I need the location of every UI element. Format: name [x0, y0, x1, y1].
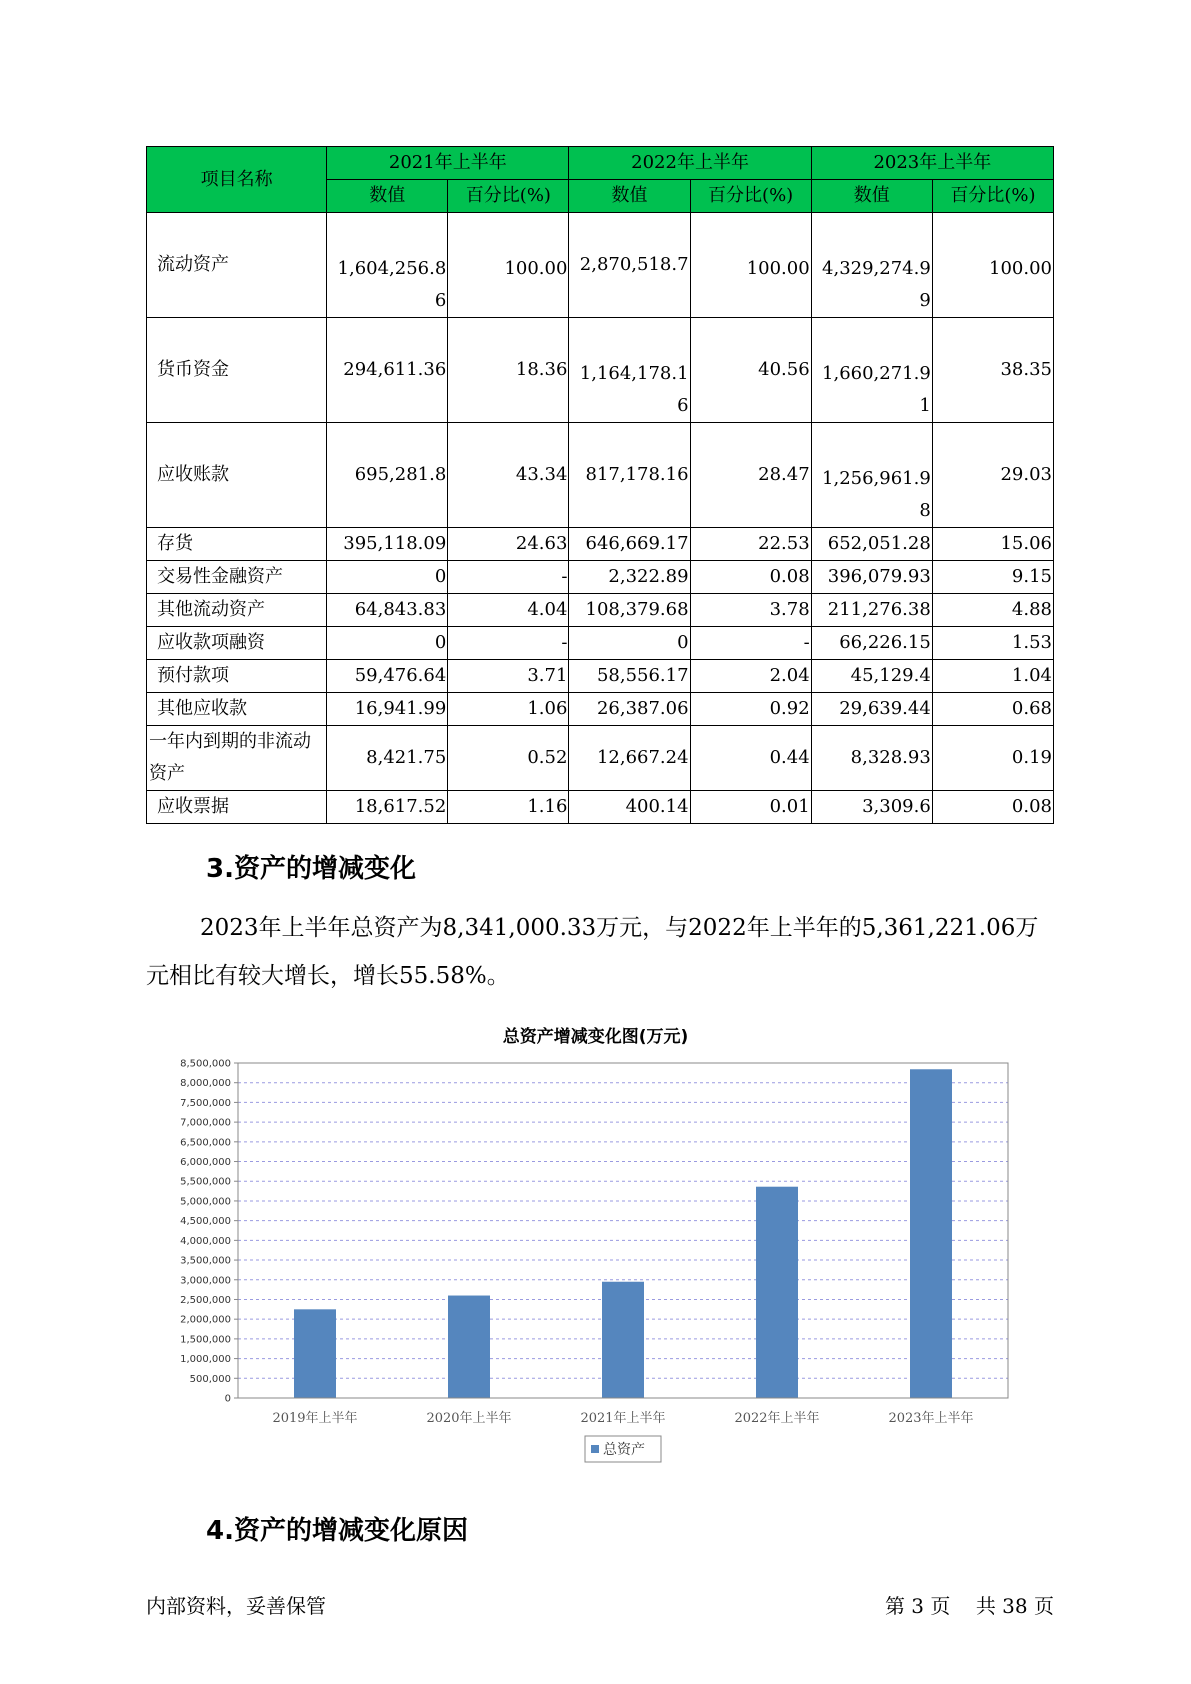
table-cell: 16,941.99 [327, 693, 448, 726]
table-cell: 0.52 [448, 726, 569, 791]
header-year-2022: 2022年上半年 [569, 147, 811, 180]
row-label: 其他应收款 [147, 693, 327, 726]
table-cell: 0.19 [932, 726, 1053, 791]
table-cell: 695,281.8 [327, 423, 448, 528]
table-cell: 100.00 [932, 213, 1053, 318]
y-tick-label: 3,500,000 [180, 1255, 231, 1267]
table-cell: 1,660,271.91 [811, 318, 932, 423]
y-tick-label: 1,500,000 [180, 1334, 231, 1346]
table-cell: 59,476.64 [327, 660, 448, 693]
table-cell: 395,118.09 [327, 528, 448, 561]
row-label: 一年内到期的非流动资产 [147, 726, 327, 791]
table-row [147, 627, 1054, 660]
y-axis-ticks [180, 1059, 238, 1405]
y-tick-label: 5,500,000 [180, 1176, 231, 1188]
table-cell: 0 [327, 561, 448, 594]
table-cell: 8,328.93 [811, 726, 932, 791]
footer-page-number: 第 3 页 共 38 页 [884, 1594, 1054, 1618]
table-cell: 1.16 [448, 791, 569, 824]
y-tick-label: 0 [224, 1393, 231, 1405]
table-cell: 817,178.16 [569, 423, 690, 528]
x-tick-label: 2021年上半年 [580, 1411, 666, 1426]
table-cell: 4.88 [932, 594, 1053, 627]
bar [756, 1187, 798, 1398]
table-cell: 108,379.68 [569, 594, 690, 627]
row-label: 应收账款 [147, 423, 327, 528]
table-cell: 3,309.6 [811, 791, 932, 824]
table-cell: 29,639.44 [811, 693, 932, 726]
table-cell: 1.53 [932, 627, 1053, 660]
bar [448, 1296, 490, 1398]
table-cell: 0.68 [932, 693, 1053, 726]
table-cell: 15.06 [932, 528, 1053, 561]
bar [294, 1309, 336, 1398]
header-value: 数值 [327, 180, 448, 213]
y-tick-label: 7,000,000 [180, 1117, 231, 1129]
table-cell: 4.04 [448, 594, 569, 627]
table-cell: 652,051.28 [811, 528, 932, 561]
header-year-2021: 2021年上半年 [327, 147, 569, 180]
table-cell: 18,617.52 [327, 791, 448, 824]
current-assets-table [146, 146, 1054, 824]
chart-title: 总资产增减变化图(万元) [502, 1027, 689, 1047]
table-cell: 1,604,256.86 [327, 213, 448, 318]
y-tick-label: 2,000,000 [180, 1314, 231, 1326]
y-tick-label: 4,000,000 [180, 1235, 231, 1247]
table-cell: 100.00 [690, 213, 811, 318]
table-cell: 0 [327, 627, 448, 660]
table-row [147, 528, 1054, 561]
table-cell: 8,421.75 [327, 726, 448, 791]
y-tick-label: 8,000,000 [180, 1078, 231, 1090]
table-cell: 28.47 [690, 423, 811, 528]
table-cell: 26,387.06 [569, 693, 690, 726]
table-cell: - [448, 627, 569, 660]
row-label: 预付款项 [147, 660, 327, 693]
row-label: 其他流动资产 [147, 594, 327, 627]
table-cell: 24.63 [448, 528, 569, 561]
bar [602, 1282, 644, 1398]
x-tick-label: 2019年上半年 [272, 1411, 358, 1426]
table-row [147, 561, 1054, 594]
table-cell: 0.08 [932, 791, 1053, 824]
y-tick-label: 8,500,000 [180, 1058, 231, 1070]
table-row [147, 594, 1054, 627]
legend [585, 1436, 661, 1462]
row-label: 交易性金融资产 [147, 561, 327, 594]
table-cell: 396,079.93 [811, 561, 932, 594]
table-cell: 1.04 [932, 660, 1053, 693]
legend-label: 总资产 [603, 1442, 645, 1458]
x-tick-label: 2020年上半年 [426, 1411, 512, 1426]
header-percent: 百分比(%) [448, 180, 569, 213]
table-cell: 38.35 [932, 318, 1053, 423]
table-row [147, 213, 1054, 318]
header-year-2023: 2023年上半年 [811, 147, 1053, 180]
table-cell: 0.08 [690, 561, 811, 594]
table-cell: 66,226.15 [811, 627, 932, 660]
y-tick-label: 500,000 [189, 1373, 231, 1385]
table-cell: 400.14 [569, 791, 690, 824]
table-cell: - [690, 627, 811, 660]
table-cell: 22.53 [690, 528, 811, 561]
table-cell: 9.15 [932, 561, 1053, 594]
table-cell: 2.04 [690, 660, 811, 693]
bar-series [294, 1069, 952, 1398]
header-value: 数值 [569, 180, 690, 213]
table-cell: 211,276.38 [811, 594, 932, 627]
y-tick-label: 1,000,000 [180, 1354, 231, 1366]
table-cell: 2,870,518.7 [569, 213, 690, 318]
row-label: 存货 [147, 528, 327, 561]
bar [910, 1069, 952, 1398]
x-tick-label: 2023年上半年 [888, 1411, 974, 1426]
table-cell: 646,669.17 [569, 528, 690, 561]
table-cell: 2,322.89 [569, 561, 690, 594]
table-cell: 0.01 [690, 791, 811, 824]
table-row [147, 660, 1054, 693]
y-tick-label: 7,500,000 [180, 1097, 231, 1109]
row-label: 应收票据 [147, 791, 327, 824]
table-cell: 64,843.83 [327, 594, 448, 627]
total-assets-bar-chart [150, 1050, 1020, 1470]
y-tick-label: 6,500,000 [180, 1137, 231, 1149]
table-cell: 0.44 [690, 726, 811, 791]
table-cell: 0 [569, 627, 690, 660]
x-axis-ticks [272, 1410, 973, 1426]
table-cell: 1,256,961.98 [811, 423, 932, 528]
table-cell: 58,556.17 [569, 660, 690, 693]
header-value: 数值 [811, 180, 932, 213]
row-label: 流动资产 [147, 213, 327, 318]
table-cell: 1,164,178.16 [569, 318, 690, 423]
legend-swatch [591, 1445, 599, 1453]
section-heading: 3.资产的增减变化 [206, 854, 416, 884]
header-item-name: 项目名称 [147, 147, 327, 213]
table-row [147, 423, 1054, 528]
table-cell: 3.71 [448, 660, 569, 693]
y-tick-label: 6,000,000 [180, 1157, 231, 1169]
table-cell: 1.06 [448, 693, 569, 726]
y-tick-label: 3,000,000 [180, 1275, 231, 1287]
x-tick-label: 2022年上半年 [734, 1411, 820, 1426]
header-percent: 百分比(%) [932, 180, 1053, 213]
row-label: 应收款项融资 [147, 627, 327, 660]
table-cell: 40.56 [690, 318, 811, 423]
table-cell: 0.92 [690, 693, 811, 726]
table-row [147, 726, 1054, 791]
header-percent: 百分比(%) [690, 180, 811, 213]
table-row [147, 791, 1054, 824]
table-row [147, 693, 1054, 726]
body-paragraph: 2023年上半年总资产为8,341,000.33万元，与2022年上半年的5,361,221.06万元相比有较大增长，增长55.58%。 [146, 915, 1039, 989]
table-cell: - [448, 561, 569, 594]
table-cell: 100.00 [448, 213, 569, 318]
table-cell: 29.03 [932, 423, 1053, 528]
y-tick-label: 2,500,000 [180, 1294, 231, 1306]
row-label: 货币资金 [147, 318, 327, 423]
y-tick-label: 5,000,000 [180, 1196, 231, 1208]
table-cell: 4,329,274.99 [811, 213, 932, 318]
table-row [147, 318, 1054, 423]
table-cell: 43.34 [448, 423, 569, 528]
table-cell: 18.36 [448, 318, 569, 423]
table-cell: 45,129.4 [811, 660, 932, 693]
y-tick-label: 4,500,000 [180, 1216, 231, 1228]
section-heading: 4.资产的增减变化原因 [206, 1516, 468, 1546]
table-cell: 294,611.36 [327, 318, 448, 423]
table-cell: 3.78 [690, 594, 811, 627]
table-cell: 12,667.24 [569, 726, 690, 791]
footer-confidential-note: 内部资料，妥善保管 [146, 1594, 326, 1618]
